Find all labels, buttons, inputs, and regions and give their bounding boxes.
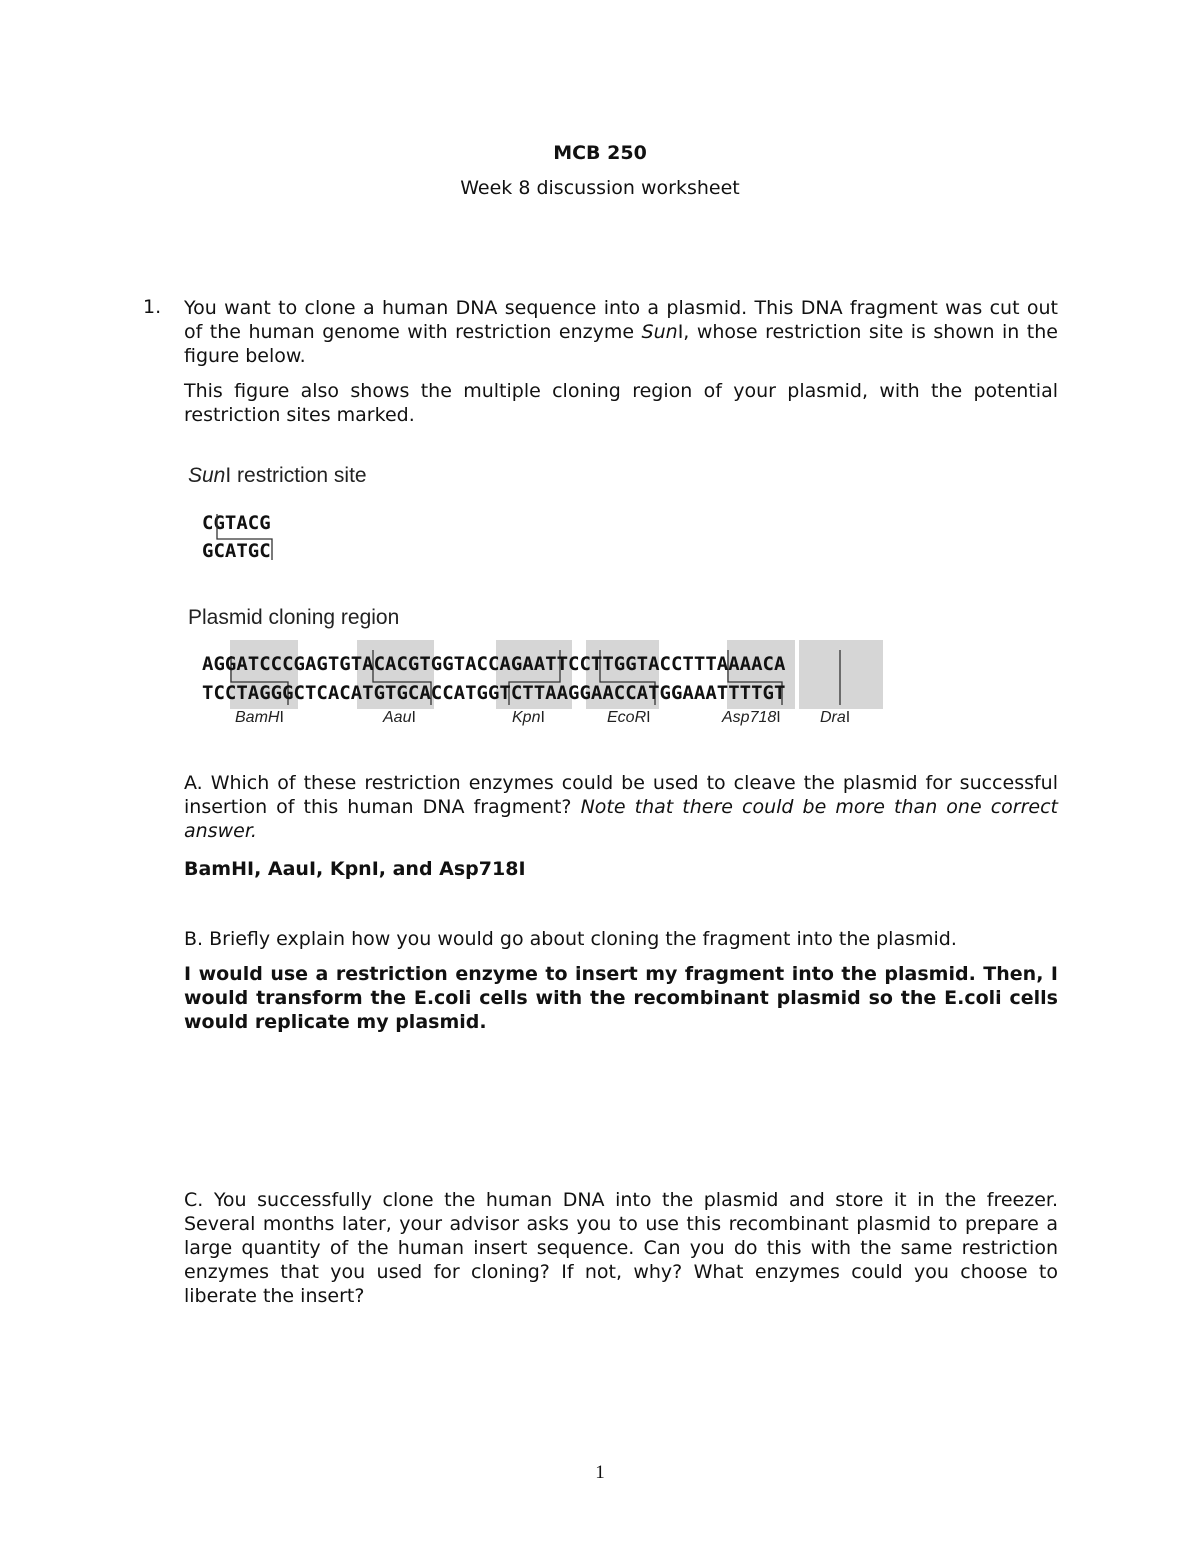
enzyme-bamhi-italic: BamH [235, 709, 280, 726]
enzyme-label-kpni [512, 709, 545, 727]
sun-site-title-rest: I restriction site [225, 464, 367, 487]
sun-site-title-enzyme: Sun [188, 464, 226, 487]
part-b-question: B. Briefly explain how you would go about cloning the fragment into the plasmid. [184, 928, 957, 950]
enzyme-label-ecori [607, 709, 651, 727]
drai-highlight [799, 640, 883, 709]
part-a-question-text: A. Which of these restriction enzymes could be used to cleave the plasmid for successful insertion of this human DNA fragment? [184, 772, 1058, 818]
part-a-question [184, 771, 1058, 843]
cloning-region-title: Plasmid cloning region [188, 606, 400, 629]
enzyme-label-aaui [383, 709, 416, 727]
intro-enzyme-name: Sun [641, 321, 678, 343]
intro-text-b: I, whose restriction site is shown in the figure below. [184, 321, 1058, 367]
plasmid-top-strand: AGGATCCCGAGTGTACACGTGGTACCAGAATTCCTTGGTACCTTTAAAACA [202, 653, 786, 675]
course-title: MCB 250 [553, 142, 647, 164]
enzyme-drai-rest: I [845, 709, 851, 726]
enzyme-asp718i-rest: I [776, 709, 781, 726]
part-c-question: C. You successfully clone the human DNA into the plasmid and store it in the freezer. Several months later, your advisor asks you to use this recombinant plasmid to prepare a large quantity of the human insert sequence. Can you do this with the same restriction enzymes that you used for cloning? If not, why? What enzymes could you choose to liberate the insert? [184, 1189, 1058, 1307]
page-number: 1 [595, 1462, 605, 1483]
enzyme-label-drai [820, 709, 850, 727]
sun-site-bottom-strand: GCATGC [202, 540, 271, 562]
enzyme-label-bamhi [235, 709, 284, 727]
question-number: 1. [143, 296, 162, 318]
part-a-note: Note that there could be more than one correct answer. [184, 796, 1058, 842]
enzyme-label-asp718i [722, 709, 781, 727]
plasmid-bottom-strand: TCCTAGGGCTCACATGTGCACCATGGTCTTAAGGAACCATGGAAATTTTGT [202, 682, 786, 704]
question-intro-2: This figure also shows the multiple cloning region of your plasmid, with the potential restriction sites marked. [184, 380, 1058, 426]
intro-text-a: You want to clone a human DNA sequence into a plasmid. This DNA fragment was cut out of the human genome with restriction enzyme [184, 297, 1058, 343]
part-b-answer: I would use a restriction enzyme to insert my fragment into the plasmid. Then, I would transform the E.coli cells with the recombinant plasmid so the E.coli cells would replicate my plasmid. [184, 963, 1058, 1033]
enzyme-bamhi-rest: I [279, 709, 284, 726]
enzyme-kpni-italic: Kpn [512, 709, 541, 726]
enzyme-aaui-italic: Aau [383, 709, 412, 726]
enzyme-kpni-rest: I [540, 709, 545, 726]
enzyme-ecori-rest: I [646, 709, 651, 726]
enzyme-drai-italic: Dra [820, 709, 846, 726]
enzyme-asp718i-italic: Asp718 [722, 709, 777, 726]
sun-site-cut-line [217, 514, 272, 560]
enzyme-aaui-rest: I [411, 709, 416, 726]
part-a-answer: BamHI, AauI, KpnI, and Asp718I [184, 858, 526, 880]
worksheet-subtitle: Week 8 discussion worksheet [460, 177, 740, 199]
enzyme-ecori-italic: EcoR [607, 709, 647, 726]
sun-site-top-strand: CGTACG [202, 512, 271, 534]
